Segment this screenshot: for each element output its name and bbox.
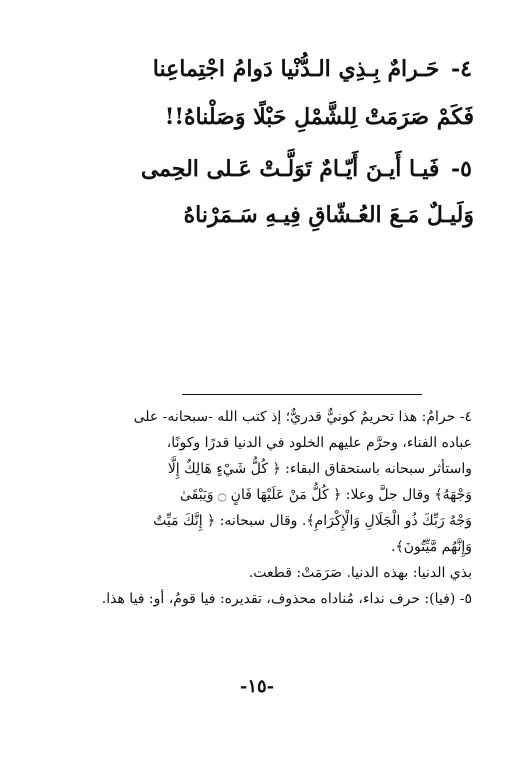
verse-text: وَلَيـلٌ مَـعَ العُـشّاقِ فِيـهِ سَـمَرْناهُ (183, 202, 474, 228)
verse-number: ٤- (451, 56, 472, 82)
footnote-line: وَإِنَّهُم مَّيِّتُونَ﴾. (391, 539, 472, 555)
footnote-line: عباده الفناء، وحرَّم عليهم الخلود في الدنيا قدرًا وكونًا، (166, 435, 472, 451)
verse-text: حَـرامٌ بِـذِي الـدُّنْيا دَوامُ اجْتِماعِنا (152, 56, 440, 82)
footnote-line: ٥- (فيا): حرف نداء، مُناداه محذوف، تقديره: فيا قومُ، أو: فيا هذا. (101, 591, 472, 607)
verse-number: ٥- (451, 156, 472, 182)
footnote-divider (182, 394, 422, 395)
footnotes (32, 404, 472, 612)
footnote-line: وَجْهُ رَبِّكَ ذُو الْجَلَالِ وَالْإِكْرَامِ﴾. وقال سبحانه: ﴿ إِنَّكَ مَيِّتٌ (153, 513, 472, 529)
footnote-line: واستأثر سبحانه باستحقاق البقاء: ﴿ كُلُّ شَيْءٍ هَالِكٌ إِلَّا (167, 461, 472, 477)
page-number: -١٥- (239, 676, 275, 697)
verse-text: فَكَمْ صَرَمَتْ لِلشَّمْلِ حَبْلًا وَصَلْناهُ!! (164, 104, 474, 130)
verse-5-first-hemistich (32, 156, 472, 182)
footnote-line: ٤- حرامٌ: هذا تحريمٌ كونيٌّ قدريٌّ؛ إذ كتب الله -سبحانه- على (133, 409, 472, 425)
footnote-line: بذي الدنيا: بهذه الدنيا. صَرَمَتْ: قطعت. (248, 565, 472, 581)
footnote-line: وَجْهَهُ﴾ وقال جلَّ وعلا: ﴿ كُلُّ مَنْ عَلَيْهَا فَانٍ ۝ وَيَبْقَىٰ (179, 487, 472, 503)
verse-5-second-hemistich (34, 202, 474, 228)
verse-text: فَيـا أَيـنَ أَيّـامٌ تَوَلَّـتْ عَـلى الحِمى (140, 156, 440, 182)
verse-4-first-hemistich (32, 56, 472, 82)
verse-4-second-hemistich (34, 104, 474, 130)
